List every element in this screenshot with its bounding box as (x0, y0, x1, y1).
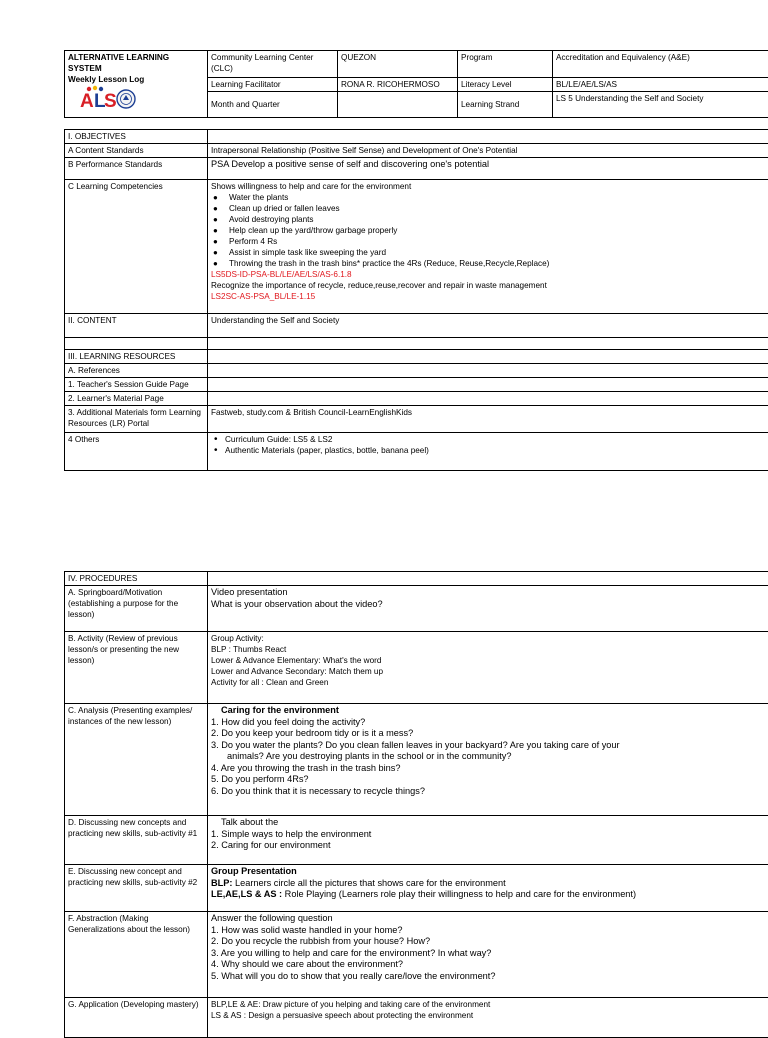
procedure-f-value (208, 912, 768, 998)
literacy-label: Literacy Level (458, 78, 553, 92)
literacy-value: BL/LE/AE/LS/AS (553, 78, 768, 92)
procedure-f-line: 3. Are you willing to help and care for the environment? In what way? (211, 948, 768, 960)
system-title: ALTERNATIVE LEARNING SYSTEM (68, 52, 204, 74)
others-item: • Curriculum Guide: LS5 & LS2 (211, 434, 768, 445)
objectives-title: I. OBJECTIVES (65, 130, 208, 144)
facilitator-value: RONA R. RICOHERMOSO (338, 78, 458, 92)
additional-value: Fastweb, study.com & British Council-LearnEnglishKids (208, 406, 768, 433)
content-value: Understanding the Self and Society (208, 314, 768, 338)
references-label: A. References (65, 364, 208, 378)
procedures-empty (208, 572, 768, 586)
competency-code-2: LS2SC-AS-PSA_BL/LE-1.15 (211, 291, 768, 302)
program-label: Program (458, 51, 553, 78)
competency-code-1: LS5DS-ID-PSA-BL/LE/AE/LS/AS-6.1.8 (211, 269, 768, 280)
header-table (64, 50, 768, 118)
content-label: II. CONTENT (65, 314, 208, 338)
procedure-f-line: 1. How was solid waste handled in your home? (211, 925, 768, 937)
svg-text:S: S (104, 91, 117, 112)
als-logo (68, 85, 204, 115)
svg-text:A: A (80, 91, 94, 112)
program-value: Accreditation and Equivalency (A&E) (553, 51, 768, 78)
others-value (208, 433, 768, 471)
strand-label: Learning Strand (458, 92, 553, 118)
procedure-b-line: Activity for all : Clean and Green (211, 677, 768, 688)
procedure-b-line: Lower and Advance Secondary: Match them up (211, 666, 768, 677)
procedure-e-blp (211, 878, 768, 890)
learner-material-label: 2. Learner's Material Page (65, 392, 208, 406)
procedure-a-line: Video presentation (211, 587, 768, 599)
spacer-cell (65, 338, 208, 350)
procedure-e-value (208, 865, 768, 912)
procedure-c-line: 1. How did you feel doing the activity? (211, 717, 768, 729)
procedure-b-value (208, 632, 768, 704)
procedure-g-line: LS & AS : Design a persuasive speech about protecting the environment (211, 1010, 768, 1021)
performance-label: B Performance Standards (65, 158, 208, 180)
procedure-g-label: G. Application (Developing mastery) (65, 998, 208, 1038)
recognize-text: Recognize the importance of recycle, reduce,reuse,recover and repair in waste management (211, 280, 768, 291)
procedure-b-line: BLP : Thumbs React (211, 644, 768, 655)
procedure-d-label: D. Discussing new concepts and practicing new skills, sub-activity #1 (65, 816, 208, 865)
competency-item: ● Assist in simple task like sweeping the yard (211, 247, 768, 258)
log-title: Weekly Lesson Log (68, 74, 204, 85)
svg-text:L: L (94, 91, 106, 112)
procedure-f-line: 4. Why should we care about the environment? (211, 959, 768, 971)
competency-item: ● Perform 4 Rs (211, 236, 768, 247)
procedure-e-label: E. Discussing new concept and practicing new skills, sub-activity #2 (65, 865, 208, 912)
strand-value: LS 5 Understanding the Self and Society (553, 92, 768, 118)
procedure-d-line: 2. Caring for our environment (211, 840, 768, 852)
procedure-b-line: Lower & Advance Elementary: What's the word (211, 655, 768, 666)
procedure-d-line: 1. Simple ways to help the environment (211, 829, 768, 841)
procedure-c-line: 2. Do you keep your bedroom tidy or is it a mess? (211, 728, 768, 740)
procedure-b-label: B. Activity (Review of previous lesson/s or presenting the new lesson) (65, 632, 208, 704)
procedure-e-blp-text: Learners circle all the pictures that shows care for the environment (232, 878, 505, 888)
competency-item: ● Avoid destroying plants (211, 214, 768, 225)
month-label: Month and Quarter (208, 92, 338, 118)
procedures-table (64, 571, 768, 1038)
procedure-c-value (208, 704, 768, 816)
facilitator-label: Learning Facilitator (208, 78, 338, 92)
clc-label: Community Learning Center (CLC) (208, 51, 338, 78)
procedure-a-label: A. Springboard/Motivation (establishing a purpose for the lesson) (65, 586, 208, 632)
procedure-a-value (208, 586, 768, 632)
competency-item: ● Throwing the trash in the trash bins* practice the 4Rs (Reduce, Reuse,Recycle,Replace) (211, 258, 768, 269)
procedure-e-le (211, 889, 768, 901)
resources-title: III. LEARNING RESOURCES (65, 350, 208, 364)
competency-item: ● Clean up dried or fallen leaves (211, 203, 768, 214)
others-label: 4 Others (65, 433, 208, 471)
performance-value: PSA Develop a positive sense of self and discovering one's potential (208, 158, 768, 180)
content-standards-value: Intrapersonal Relationship (Positive Self Sense) and Development of One's Potential (208, 144, 768, 158)
procedure-c-line: 4. Are you throwing the trash in the trash bins? (211, 763, 768, 775)
clc-value: QUEZON (338, 51, 458, 78)
procedure-f-line: Answer the following question (211, 913, 768, 925)
procedure-c-line: 6. Do you think that it is necessary to recycle things? (211, 786, 768, 798)
procedure-e-blp-key: BLP: (211, 878, 232, 888)
spacer-cell (208, 338, 768, 350)
lesson-table (64, 129, 768, 471)
procedure-f-line: 5. What will you do to show that you really care/love the environment? (211, 971, 768, 983)
competency-item: ● Help clean up the yard/throw garbage properly (211, 225, 768, 236)
procedure-e-title: Group Presentation (211, 866, 768, 878)
references-value (208, 364, 768, 378)
procedure-e-le-key: LE,AE,LS & AS : (211, 889, 282, 899)
competencies-value (208, 180, 768, 314)
procedure-c-line: 5. Do you perform 4Rs? (211, 774, 768, 786)
procedure-e-le-text: Role Playing (Learners role play their willingness to help and care for the environment) (282, 889, 636, 899)
additional-label: 3. Additional Materials form Learning Resources (LR) Portal (65, 406, 208, 433)
objectives-empty (208, 130, 768, 144)
procedure-a-line: What is your observation about the video? (211, 599, 768, 611)
procedure-b-line: Group Activity: (211, 633, 768, 644)
competencies-label: C Learning Competencies (65, 180, 208, 314)
month-value (338, 92, 458, 118)
competencies-intro: Shows willingness to help and care for the environment (211, 181, 768, 192)
teacher-guide-label: 1. Teacher's Session Guide Page (65, 378, 208, 392)
procedures-title: IV. PROCEDURES (65, 572, 208, 586)
procedure-c-title: Caring for the environment (211, 705, 768, 717)
als-logo-icon (68, 85, 138, 113)
procedure-d-value (208, 816, 768, 865)
teacher-guide-value (208, 378, 768, 392)
procedure-f-label: F. Abstraction (Making Generalizations about the lesson) (65, 912, 208, 998)
resources-empty (208, 350, 768, 364)
procedure-c-line: animals? Are you destroying plants in the school or in the community? (211, 751, 768, 763)
learner-material-value (208, 392, 768, 406)
others-item: • Authentic Materials (paper, plastics, bottle, banana peel) (211, 445, 768, 456)
procedure-f-line: 2. Do you recycle the rubbish from your house? How? (211, 936, 768, 948)
procedure-c-line: 3. Do you water the plants? Do you clean fallen leaves in your backyard? Are you taking care of your (211, 740, 768, 752)
procedure-d-line: Talk about the (211, 817, 768, 829)
procedure-g-value (208, 998, 768, 1038)
competency-item: ● Water the plants (211, 192, 768, 203)
procedure-c-label: C. Analysis (Presenting examples/ instances of the new lesson) (65, 704, 208, 816)
content-standards-label: A Content Standards (65, 144, 208, 158)
procedure-g-line: BLP,LE & AE: Draw picture of you helping and taking care of the environment (211, 999, 768, 1010)
header-title-cell (65, 51, 208, 118)
